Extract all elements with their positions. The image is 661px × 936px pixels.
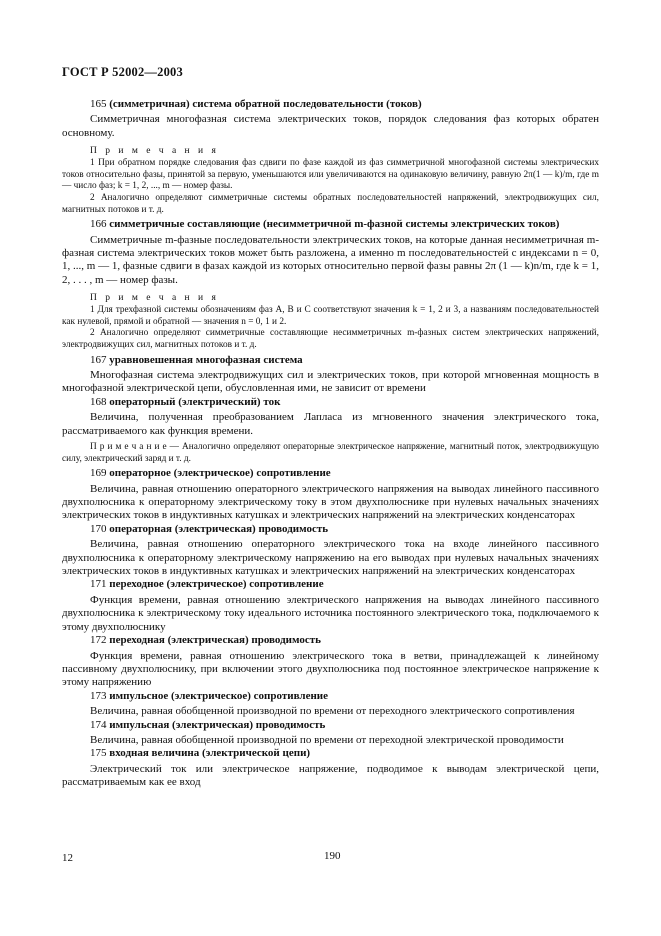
entry-166 [62,218,599,351]
entry-term: операторный (электрический) ток [109,395,281,408]
entry-definition: Величина, равная обобщенной производной по времени от переходного электрического сопротивления [90,705,575,718]
entry-definition: Симметричная многофазная система электрических токов, порядок следования фаз которых обратен основному. [62,113,599,139]
entry-165 [62,98,599,216]
entry-number: 167 [90,353,107,366]
entry-number: 169 [90,467,107,480]
entry-term: входная величина (электрической цепи) [109,747,311,760]
entry-167 [62,354,599,396]
entry-term: импульсное (электрическое) сопротивление [109,689,329,702]
entry-term: переходная (электрическая) проводимость [109,634,321,647]
entry-168 [62,396,599,465]
entry-173 [62,690,599,719]
note-item: 1 Для трехфазной системы обозначениям фаз А, В и С соответствуют значения k = 1, 2 и 3, а названиям последовательностей как нулевой, прямой и обратной — значения n = 0, 1 и 2. [62,305,599,327]
note-item: 2 Аналогично определяют симметричные системы обратных последовательностей напряжений, электродвижущих сил, магнитных потоков и т. д. [62,193,599,215]
entry-number: 168 [90,395,107,408]
entry-number: 175 [90,747,107,760]
entry-definition: Многофазная система электродвижущих сил и электрических токов, при которой мгновенная мощность в многофазной электрической цепи, обусловленная ими, не зависит от времени [62,369,599,395]
entry-number: 171 [90,578,107,591]
entry-number: 174 [90,718,107,731]
entry-172 [62,634,599,690]
entry-definition: Величина, равная обобщенной производной по времени от переходной электрической проводимости [90,733,564,746]
notes-heading: П р и м е ч а н и я [90,146,219,157]
entry-term: уравновешенная многофазная система [109,353,303,366]
entry-definition: Величина, равная отношению операторного электрического тока на входе линейного пассивного двухполюсника к операторному электрическому напряжению на его выводах при нулевых начальных значениях электрических токов в индуктивных катушках и электрических напряжений на электрических конденсаторах [62,538,599,578]
entry-170 [62,523,599,579]
entry-term: переходное (электрическое) сопротивление [109,578,324,591]
entry-term: (симметричная) система обратной последовательности (токов) [109,98,422,110]
entry-number: 165 [90,98,107,110]
entry-definition: Величина, полученная преобразованием Лапласа из мгновенного значения электрического тока, рассматриваемого как функция времени. [62,411,599,437]
entry-definition: Электрический ток или электрическое напряжение, подводимое к выводам электрической цепи, рассматриваемым как ее вход [62,762,599,789]
entries-container [62,98,599,790]
entry-171 [62,578,599,634]
entry-term: импульсная (электрическая) проводимость [109,718,326,731]
page-number-left: 12 [62,852,73,864]
entry-definition: Функция времени, равная отношению электрического напряжения на выводах линейного пассивного двухполюсника к электрическому току идеального источника постоянного электрического тока, подключаемого к этому двухполюснику [62,593,599,633]
page-number-center: 190 [324,850,341,862]
entry-number: 172 [90,634,107,647]
note-item: 2 Аналогично определяют симметричные составляющие несимметричных m-фазных систем электрических напряжений, электродвижущих сил, магнитных потоков и т. д. [62,328,599,350]
entry-term: симметричные составляющие (несимметричной m-фазной системы электрических токов) [109,218,560,231]
entry-number: 173 [90,689,107,702]
entry-175 [62,747,599,789]
entry-definition: Симметричные m-фазные последовательности электрических токов, на которые данная несимметричная m-фазная система электрических токов может быть разложена, а именно m последовательностей с индексами n = 0, 1, ..., m — 1, фазные сдвиги в фазах каждой из которых относительно первой фазы равны 2π (1 — k)n/m, где k = 1, 2, . . . , m — номер фазы. [62,233,599,286]
notes-heading: П р и м е ч а н и я [90,293,219,304]
entry-169 [62,467,599,523]
entry-number: 170 [90,522,107,535]
entry-number: 166 [90,218,107,231]
entry-174 [62,719,599,748]
entry-definition: Величина, равная отношению операторного электрического напряжения на выводах линейного пассивного двухполюсника к операторному электрическому току в этом двухполюснике при нулевых начальных значениях электрических токов в индуктивных катушках и электрических напряжений на электрических конденсаторах [62,482,599,522]
inline-note: П р и м е ч а н и е — Аналогично определяют операторные электрическое напряжение, магнитный поток, электродвижущую силу, электрический заряд и т. д. [62,442,599,464]
entry-definition: Функция времени, равная отношению электрического тока в ветви, принадлежащей к линейному пассивному двухполюснику, при включении этого двухполюсника под постоянное электрическое напряжение к этому напряжению [62,649,599,689]
note-item: 1 При обратном порядке следования фаз сдвиги по фазе каждой из фаз симметричной многофазной системы электрических токов относительно фазы, принятой за первую, уменьшаются или увеличиваются на одинаковую величину, равную 2π(1 — k)/m, где m — число фаз; k = 1, 2, ..., m — номер фазы. [62,158,599,192]
entry-term: операторная (электрическая) проводимость [109,522,329,535]
entry-term: операторное (электрическое) сопротивление [109,467,331,480]
page-header: ГОСТ Р 52002—2003 [62,65,183,79]
